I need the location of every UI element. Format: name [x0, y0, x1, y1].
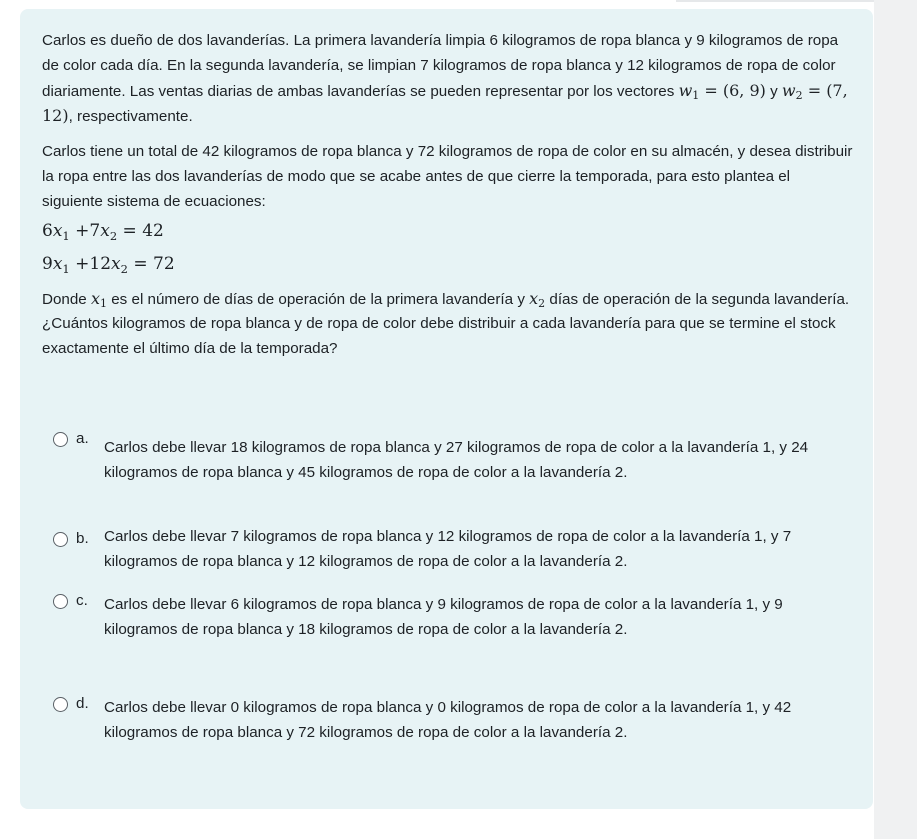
- equation-1: $6x_1 +7x_2 = 42$: [42, 220, 164, 243]
- question-text: [42, 29, 854, 362]
- option-letter: d.: [76, 695, 89, 712]
- radio-button-c[interactable]: [53, 594, 68, 609]
- question-card: [20, 9, 873, 809]
- right-gutter: [874, 0, 917, 839]
- option-text: Carlos debe llevar 0 kilogramos de ropa blanca y 0 kilogramos de ropa de color a la lavandería 1, y 42 kilogramos de ropa blanca y 72 kilogramos de ropa de color a la lavandería 2.: [104, 699, 792, 741]
- option-letter: a.: [76, 430, 89, 447]
- option-letter: c.: [76, 592, 88, 609]
- vector-w1: $w_1 = (6$, 9): [678, 80, 766, 102]
- top-divider: [676, 0, 874, 2]
- radio-button-b[interactable]: [53, 532, 68, 547]
- var-x1: $x_1$: [90, 288, 108, 310]
- question-paragraph-2: Carlos tiene un total de 42 kilogramos de ropa blanca y 72 kilogramos de ropa de color en su almacén, y desea distribuir la ropa entre las dos lavanderías de modo que se acabe antes de que cierre la temporada, para esto plantea el siguiente sistema de ecuaciones:: [42, 143, 853, 210]
- question-paragraph-1: Carlos es dueño de dos lavanderías. La primera lavandería limpia 6 kilogramos de ropa blanca y 9 kilogramos de ropa de color cada día. En la segunda lavandería, se limpian 7 kilogramos de ropa blanca y 12 kilogramos de ropa de color diariamente. Las ventas diarias de ambas lavanderías se pueden representar por los vectores $w_1 = (6$, 9) y $w_2 = (7$, 12), respectivamente.: [42, 32, 848, 126]
- equation-2: $9x_1 +12x_2 = 72$: [42, 253, 175, 276]
- radio-button-a[interactable]: [53, 432, 68, 447]
- option-text: Carlos debe llevar 18 kilogramos de ropa blanca y 27 kilogramos de ropa de color a la lavandería 1, y 24 kilogramos de ropa blanca y 45 kilogramos de ropa de color a la lavandería 2.: [104, 439, 809, 481]
- option-text: Carlos debe llevar 7 kilogramos de ropa blanca y 12 kilogramos de ropa de color a la lavandería 1, y 7 kilogramos de ropa blanca y 12 kilogramos de ropa de color a la lavandería 2.: [104, 528, 792, 570]
- option-letter: b.: [76, 530, 89, 547]
- vector-w2: $w_2 = (7$, 12): [42, 80, 848, 126]
- var-x2: $x_2$: [529, 288, 546, 310]
- radio-button-d[interactable]: [53, 697, 68, 712]
- option-text: Carlos debe llevar 6 kilogramos de ropa blanca y 9 kilogramos de ropa de color a la lavandería 1, y 9 kilogramos de ropa blanca y 18 kilogramos de ropa de color a la lavandería 2.: [104, 596, 783, 638]
- question-paragraph-3: Donde $x_1$ es el número de días de operación de la primera lavandería y $x_2$ días de operación de la segunda lavandería. ¿Cuántos kilogramos de ropa blanca y de ropa de color debe distribuir a cada lavandería para que se termine el stock exactamente el último día de la temporada?: [42, 288, 850, 358]
